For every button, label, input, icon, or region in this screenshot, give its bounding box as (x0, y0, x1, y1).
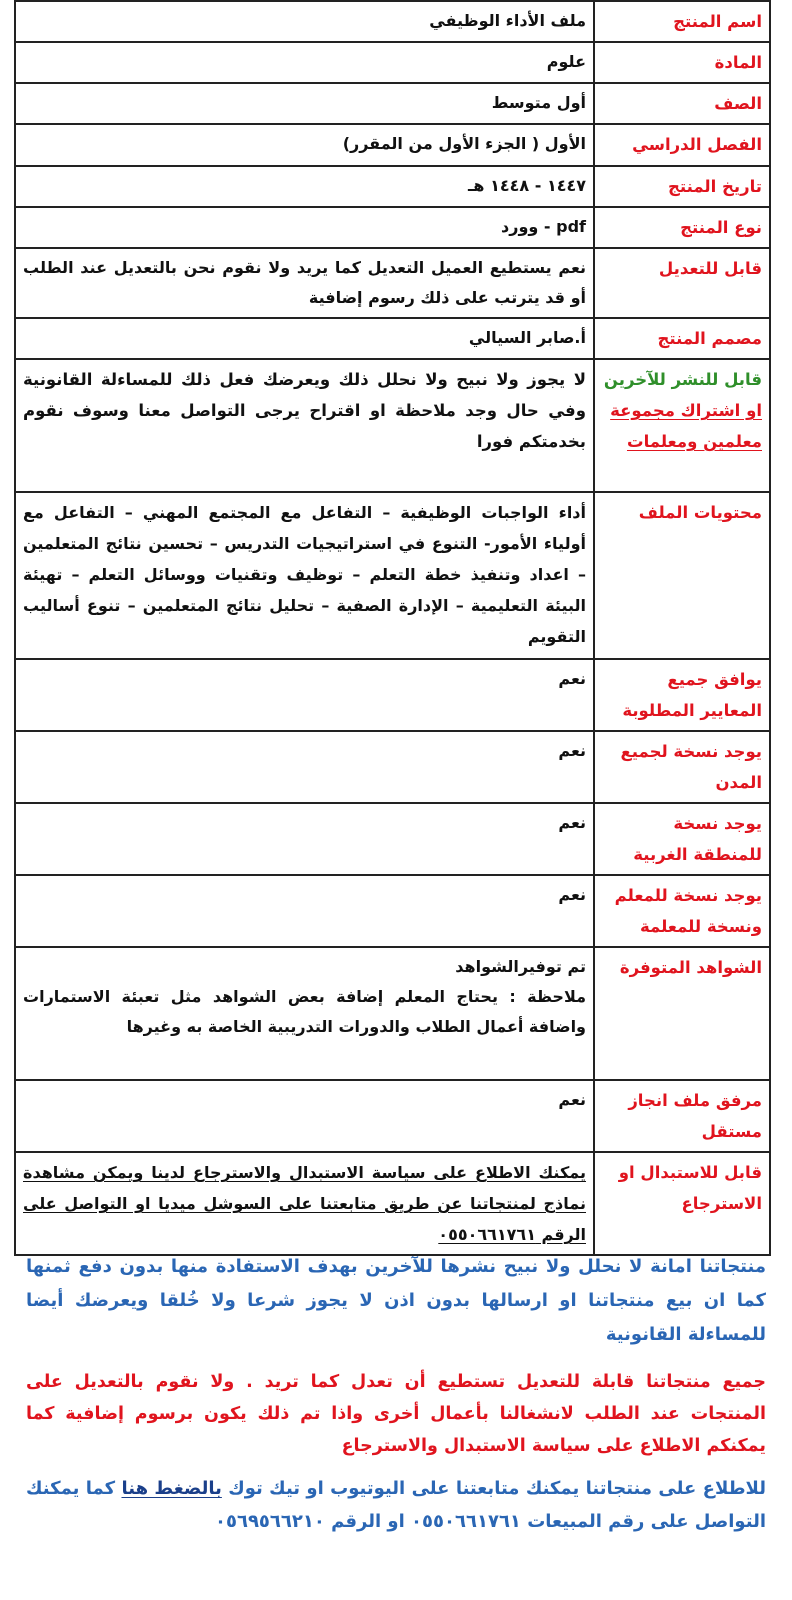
table-row (15, 83, 770, 124)
table-row (15, 492, 770, 659)
table-row (15, 248, 770, 318)
label-part: للآخرين (603, 370, 666, 389)
row-value: ملف الأداء الوظيفي (15, 1, 594, 42)
table-row (15, 318, 770, 359)
table-row (15, 1080, 770, 1152)
row-value: أداء الواجبات الوظيفية – التفاعل مع المجتمع المهني – التفاعل مع أولياء الأمور- التنوع في استراتيجيات التدريس – تحسين نتائج المتعلمين – اعداد وتنفيذ خطة التعلم – توظيف وتقنيات ووسائل التعلم – تهيئة البيئة التعليمية – الإدارة الصفية – تحليل نتائج المتعلمين – تنوع أساليب التقويم (15, 492, 594, 659)
label-part: او اشتراك مجموعة معلمين ومعلمات (610, 401, 762, 451)
table-row (15, 947, 770, 1080)
row-label: محتويات الملف (594, 492, 770, 659)
row-label: الشواهد المتوفرة (594, 947, 770, 1080)
note-follow-text: للاطلاع على منتجاتنا يمكنك متابعتنا على اليوتيوب او تيك توك (221, 1478, 766, 1499)
file-type-value: وورد - pdf (501, 217, 586, 236)
table-row (15, 731, 770, 803)
evidence-note: ملاحظة : يحتاج المعلم إضافة بعض الشواهد مثل تعبئة الاستمارات واضافة أعمال الطلاب والدورات التدريبية الخاصة به وغيرها (23, 987, 586, 1036)
click-here-link[interactable]: بالضغط هنا (121, 1478, 222, 1499)
row-value: نعم (15, 803, 594, 875)
table-row (15, 42, 770, 83)
row-label: قابل للتعديل (594, 248, 770, 318)
row-label: يوجد نسخة لجميع المدن (594, 731, 770, 803)
row-value: نعم (15, 731, 594, 803)
row-label: تاريخ المنتج (594, 166, 770, 207)
row-value: لا يجوز ولا نبيح ولا نحلل ذلك ويعرضك فعل ذلك للمساءلة القانونية وفي حال وجد ملاحظة او اقتراح يرجى التواصل معنا وسوف نقوم بخدمتكم فورا (15, 359, 594, 492)
row-value: يمكنك الاطلاع على سياسة الاستبدال والاسترجاع لدينا ويمكن مشاهدة نماذج لمنتجاتنا عن طريق متابعتنا على السوشل ميديا او التواصل على الرقم ٠٥٥٠٦٦١٧٦١ (15, 1152, 594, 1255)
row-label: المادة (594, 42, 770, 83)
row-label: يوجد نسخة للمنطقة الغربية (594, 803, 770, 875)
table-row (15, 659, 770, 731)
row-value: علوم (15, 42, 594, 83)
table-row (15, 1, 770, 42)
table-row (15, 359, 770, 492)
label-part: قابل للنشر (671, 370, 762, 389)
row-label: يوافق جميع المعايير المطلوبة (594, 659, 770, 731)
table-row (15, 207, 770, 248)
table-row (15, 875, 770, 947)
row-value: أول متوسط (15, 83, 594, 124)
note-editing: جميع منتجاتنا قابلة للتعديل تستطيع أن تعدل كما تريد . ولا نقوم بالتعديل على المنتجات عند الطلب لانشغالنا بأعمال أخرى واذا تم ذلك يكون برسوم إضافية كما يمكنكم الاطلاع على سياسة الاستبدال والاسترجاع (26, 1372, 766, 1456)
row-value (15, 947, 594, 1080)
evidence-line: تم توفيرالشواهد (455, 957, 586, 976)
row-value: ١٤٤٧ - ١٤٤٨ هـ (15, 166, 594, 207)
product-spec-table (14, 0, 771, 1256)
row-label: يوجد نسخة للمعلم ونسخة للمعلمة (594, 875, 770, 947)
note-contact-text: كما يمكنك التواصل على رقم المبيعات ٠٥٥٠٦٦١٧٦١ او الرقم ٠٥٦٩٥٦٦٢١٠ (26, 1478, 766, 1532)
table-row (15, 803, 770, 875)
row-label: الصف (594, 83, 770, 124)
row-label: قابل للاستبدال او الاسترجاع (594, 1152, 770, 1255)
row-value: نعم يستطيع العميل التعديل كما يريد ولا نقوم نحن بالتعديل عند الطلب أو قد يترتب على ذلك رسوم إضافية (15, 248, 594, 318)
table-row (15, 166, 770, 207)
row-value: نعم (15, 1080, 594, 1152)
note-follow (26, 1472, 766, 1538)
row-label: مصمم المنتج (594, 318, 770, 359)
note-trust: منتجاتنا امانة لا نحلل ولا نبيح نشرها للآخرين بهدف الاستفادة منها بدون دفع ثمنها كما ان بيع منتجاتنا او ارسالها بدون اذن لا يجوز شرعا ولا خُلقا ويعرضك أيضا للمساءلة القانونية (26, 1256, 766, 1345)
row-value (15, 207, 594, 248)
row-label (594, 359, 770, 492)
row-value: نعم (15, 659, 594, 731)
row-label: الفصل الدراسي (594, 124, 770, 166)
row-value: نعم (15, 875, 594, 947)
row-value: الأول ( الجزء الأول من المقرر) (15, 124, 594, 166)
row-label: مرفق ملف انجاز مستقل (594, 1080, 770, 1152)
row-value: أ.صابر السيالي (15, 318, 594, 359)
row-label: نوع المنتج (594, 207, 770, 248)
table-row (15, 124, 770, 166)
table-row (15, 1152, 770, 1255)
row-label: اسم المنتج (594, 1, 770, 42)
